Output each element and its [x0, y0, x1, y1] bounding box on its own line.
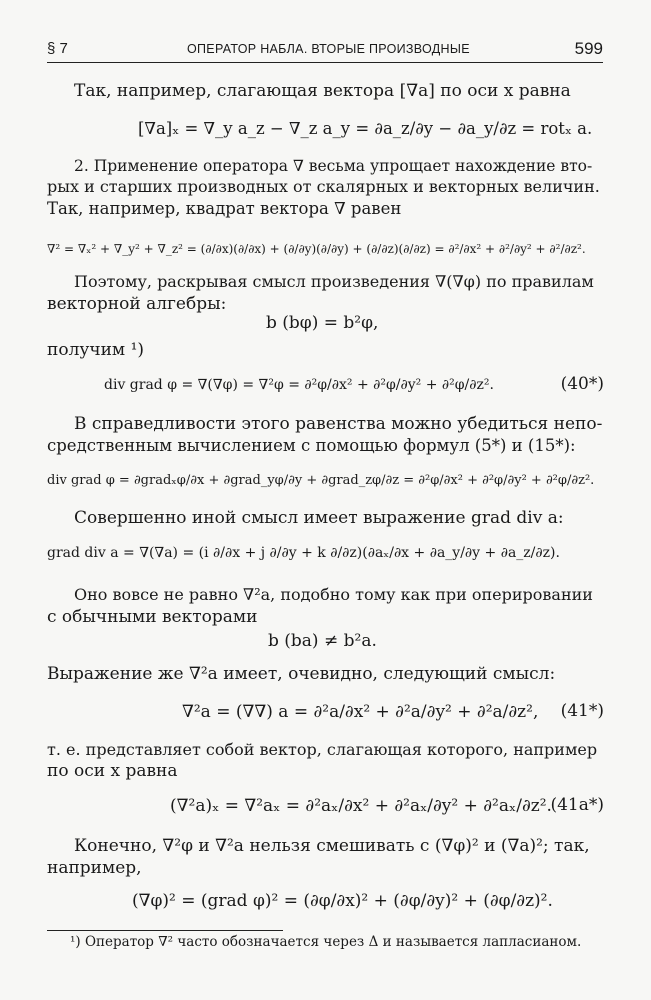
text-line: с обычными векторами: [47, 607, 258, 627]
running-head: [47, 38, 603, 63]
text-line: векторной алгебры:: [47, 294, 227, 314]
text-line: получим ¹): [47, 340, 145, 360]
text-line: Конечно, ∇²φ и ∇²a нельзя смешивать с (∇φ)² и (∇a)²; так,: [74, 836, 590, 856]
text-line: Совершенно иной смысл имеет выражение grad div a:: [74, 508, 564, 528]
equation: [∇a]ₓ = ∇_y a_z − ∇_z a_y = ∂a_z/∂y − ∂a_y/∂z = rotₓ a.: [138, 119, 593, 138]
text-line: рых и старших производных от скалярных и векторных величин.: [47, 177, 600, 196]
text-line: Так, например, слагающая вектора [∇a] по оси x равна: [74, 81, 571, 101]
equation: ∇² = ∇ₓ² + ∇_y² + ∇_z² = (∂/∂x)(∂/∂x) + (∂/∂y)(∂/∂y) + (∂/∂z)(∂/∂z) = ∂²/∂x² + ∂²/∂y² + ∂²/∂z².: [47, 242, 586, 256]
text-line: Выражение же ∇²a имеет, очевидно, следующий смысл:: [47, 664, 556, 684]
equation: div grad φ = ∇(∇φ) = ∇²φ = ∂²φ/∂x² + ∂²φ/∂y² + ∂²φ/∂z².: [104, 377, 494, 393]
text-line: Так, например, квадрат вектора ∇ равен: [47, 199, 402, 218]
text-line: по оси x равна: [47, 761, 178, 781]
text-line: 2. Применение оператора ∇ весьма упрощает нахождение вто-: [74, 157, 593, 175]
footnote-rule: [47, 930, 283, 931]
equation-number: (40*): [560, 374, 604, 394]
equation: b (bφ) = b²φ,: [266, 313, 379, 333]
equation-number: (41*): [560, 701, 604, 721]
chapter-title: ОПЕРАТОР НАБЛА. ВТОРЫЕ ПРОИЗВОДНЫЕ: [187, 42, 470, 56]
equation-number: (41a*): [550, 795, 604, 815]
equation: grad div a = ∇(∇a) = (i ∂/∂x + j ∂/∂y + k ∂/∂z)(∂aₓ/∂x + ∂a_y/∂y + ∂a_z/∂z).: [47, 545, 560, 561]
equation: ∇²a = (∇∇) a = ∂²a/∂x² + ∂²a/∂y² + ∂²a/∂z²,: [182, 702, 539, 722]
text-line: Оно вовсе не равно ∇²a, подобно тому как при оперировании: [74, 585, 593, 604]
equation: b (ba) ≠ b²a.: [268, 631, 377, 651]
text-line: Поэтому, раскрывая смысл произведения ∇(∇φ) по правилам: [74, 272, 594, 291]
equation: div grad φ = ∂gradₓφ/∂x + ∂grad_yφ/∂y + ∂grad_zφ/∂z = ∂²φ/∂x² + ∂²φ/∂y² + ∂²φ/∂z².: [47, 473, 595, 488]
text-line: средственным вычислением с помощью формул (5*) и (15*):: [47, 436, 576, 455]
section-number: § 7: [47, 40, 68, 57]
equation: (∇²a)ₓ = ∇²aₓ = ∂²aₓ/∂x² + ∂²aₓ/∂y² + ∂²aₓ/∂z².: [170, 796, 552, 816]
equation: (∇φ)² = (grad φ)² = (∂φ/∂x)² + (∂φ/∂y)² + (∂φ/∂z)².: [132, 891, 553, 911]
text-line: например,: [47, 858, 142, 878]
page-number: 599: [574, 39, 603, 58]
text-line: В справедливости этого равенства можно убедиться непо-: [74, 414, 603, 434]
text-line: т. е. представляет собой вектор, слагающая которого, например: [47, 740, 598, 759]
footnote: ¹) Оператор ∇² часто обозначается через Δ и называется лапласианом.: [70, 934, 582, 950]
